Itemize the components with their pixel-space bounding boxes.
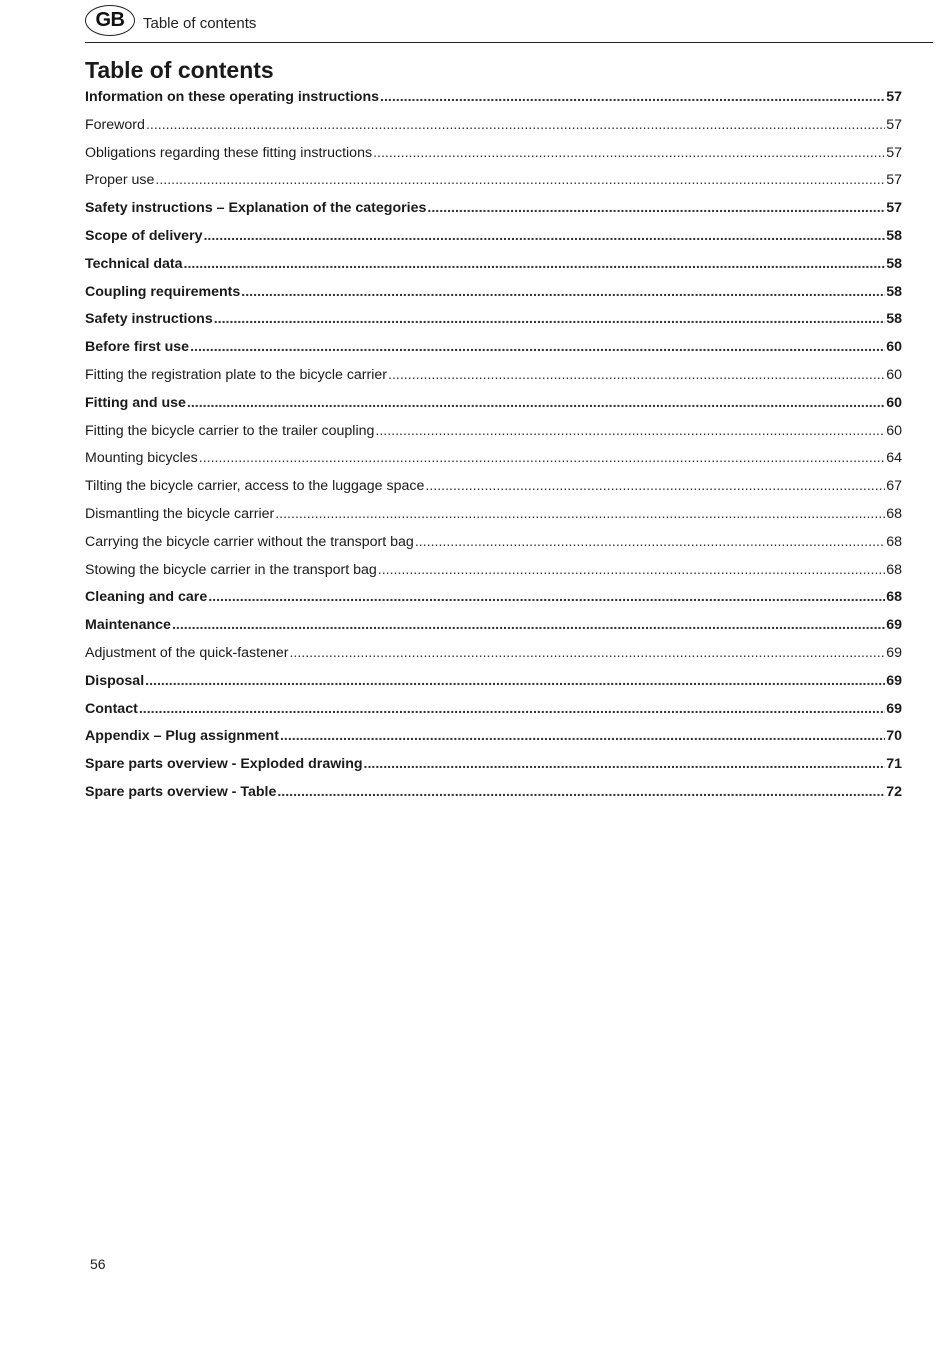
toc-entry[interactable] — [85, 445, 902, 473]
toc-entry-page: 64 — [886, 450, 902, 467]
toc-dot-leader — [208, 584, 885, 612]
toc-entry-title: Tilting the bicycle carrier, access to the luggage space — [85, 478, 425, 495]
toc-entry[interactable] — [85, 112, 902, 140]
toc-entry-page: 69 — [886, 644, 902, 661]
toc-entry-title: Stowing the bicycle carrier in the transport bag — [85, 561, 377, 578]
toc-entry-title: Obligations regarding these fitting instructions — [85, 144, 373, 161]
toc-entry-title: Mounting bicycles — [85, 450, 198, 467]
toc-entry-page: 71 — [886, 756, 902, 773]
toc-entry[interactable] — [85, 390, 902, 418]
toc-entry[interactable] — [85, 612, 902, 640]
toc-dot-leader — [155, 167, 885, 195]
toc-entry-page: 57 — [886, 116, 902, 133]
toc-entry-page: 60 — [886, 422, 902, 439]
toc-entry-title: Appendix – Plug assignment — [85, 728, 279, 745]
toc-dot-leader — [280, 723, 885, 751]
toc-entry-page: 58 — [886, 255, 902, 272]
toc-dot-leader — [139, 696, 885, 724]
toc-entry-title: Coupling requirements — [85, 283, 241, 300]
toc-dot-leader — [289, 640, 885, 668]
toc-dot-leader — [373, 140, 885, 168]
toc-entry-title: Safety instructions — [85, 311, 213, 328]
toc-dot-leader — [427, 195, 885, 223]
toc-entry-page: 57 — [886, 200, 902, 217]
toc-entry-page: 57 — [886, 172, 902, 189]
toc-entry[interactable] — [85, 529, 902, 557]
toc-entry-title: Carrying the bicycle carrier without the transport bag — [85, 533, 414, 550]
header-title: Table of contents — [143, 15, 257, 32]
toc-entry[interactable] — [85, 167, 902, 195]
toc-entry[interactable] — [85, 195, 902, 223]
page-title: Table of contents — [85, 57, 274, 83]
toc-entry-title: Adjustment of the quick-fastener — [85, 644, 289, 661]
toc-entry[interactable] — [85, 501, 902, 529]
toc-entry-title: Scope of delivery — [85, 227, 203, 244]
toc-entry-page: 68 — [886, 561, 902, 578]
toc-entry-page: 60 — [886, 339, 902, 356]
toc-dot-leader — [425, 473, 885, 501]
toc-entry-title: Information on these operating instructions — [85, 89, 380, 105]
toc-entry[interactable] — [85, 362, 902, 390]
toc-dot-leader — [172, 612, 885, 640]
toc-entry-title: Spare parts overview - Table — [85, 783, 277, 800]
toc-entry-page: 70 — [886, 728, 902, 745]
toc-entry-title: Fitting the registration plate to the bicycle carrier — [85, 366, 388, 383]
toc-dot-leader — [364, 751, 886, 779]
toc-dot-leader — [380, 84, 885, 112]
toc-entry[interactable] — [85, 557, 902, 585]
toc-entry-page: 67 — [886, 478, 902, 495]
toc-entry[interactable] — [85, 140, 902, 168]
toc-entry[interactable] — [85, 334, 902, 362]
toc-entry-title: Cleaning and care — [85, 589, 208, 606]
toc-entry[interactable] — [85, 84, 902, 112]
toc-entry-title: Dismantling the bicycle carrier — [85, 505, 275, 522]
toc-entry-page: 69 — [886, 617, 902, 634]
toc-entry[interactable] — [85, 696, 902, 724]
toc-dot-leader — [203, 223, 885, 251]
toc-entry[interactable] — [85, 668, 902, 696]
toc-dot-leader — [277, 779, 885, 807]
page-header — [85, 5, 933, 43]
toc-dot-leader — [241, 279, 885, 307]
toc-entry[interactable] — [85, 473, 902, 501]
toc-entry[interactable] — [85, 640, 902, 668]
toc-dot-leader — [199, 445, 885, 473]
toc-entry[interactable] — [85, 279, 902, 307]
toc-entry-page: 68 — [886, 505, 902, 522]
toc-dot-leader — [214, 306, 886, 334]
toc-entry-title: Maintenance — [85, 617, 171, 634]
toc-dot-leader — [388, 362, 885, 390]
toc-dot-leader — [146, 112, 885, 140]
toc-dot-leader — [375, 418, 885, 446]
toc-entry-title: Proper use — [85, 172, 155, 189]
toc-entry[interactable] — [85, 306, 902, 334]
toc-entry[interactable] — [85, 779, 902, 807]
toc-entry-page: 68 — [886, 533, 902, 550]
toc-dot-leader — [415, 529, 885, 557]
toc-entry[interactable] — [85, 251, 902, 279]
toc-entry-page: 60 — [886, 366, 902, 383]
toc-dot-leader — [145, 668, 885, 696]
toc-entry-title: Safety instructions – Explanation of the categories — [85, 200, 427, 217]
toc-entry-title: Contact — [85, 700, 138, 717]
toc-entry-page: 57 — [886, 144, 902, 161]
toc-dot-leader — [190, 334, 885, 362]
toc-dot-leader — [378, 557, 885, 585]
toc-entry-page: 72 — [886, 783, 902, 800]
toc-dot-leader — [187, 390, 885, 418]
toc-dot-leader — [275, 501, 885, 529]
toc-entry-title: Spare parts overview - Exploded drawing — [85, 756, 363, 773]
toc-entry-title: Technical data — [85, 255, 183, 272]
table-of-contents — [85, 84, 902, 807]
toc-entry[interactable] — [85, 418, 902, 446]
toc-entry[interactable] — [85, 584, 902, 612]
toc-entry-page: 69 — [886, 672, 902, 689]
toc-entry-title: Foreword — [85, 116, 145, 133]
toc-entry-page: 60 — [886, 394, 902, 411]
toc-entry-page: 69 — [886, 700, 902, 717]
toc-entry-title: Disposal — [85, 672, 145, 689]
page-number: 56 — [90, 1256, 106, 1272]
toc-entry-title: Before first use — [85, 339, 190, 356]
toc-entry-page: 58 — [886, 311, 902, 328]
toc-entry-page: 58 — [886, 227, 902, 244]
toc-entry[interactable] — [85, 751, 902, 779]
toc-entry-page: 68 — [886, 589, 902, 606]
toc-entry[interactable] — [85, 723, 902, 751]
toc-entry-page: 57 — [886, 89, 902, 105]
toc-dot-leader — [184, 251, 886, 279]
toc-entry-page: 58 — [886, 283, 902, 300]
toc-entry-title: Fitting and use — [85, 394, 186, 411]
toc-entry-title: Fitting the bicycle carrier to the trailer coupling — [85, 422, 375, 439]
toc-entry[interactable] — [85, 223, 902, 251]
language-badge: GB — [85, 5, 135, 36]
